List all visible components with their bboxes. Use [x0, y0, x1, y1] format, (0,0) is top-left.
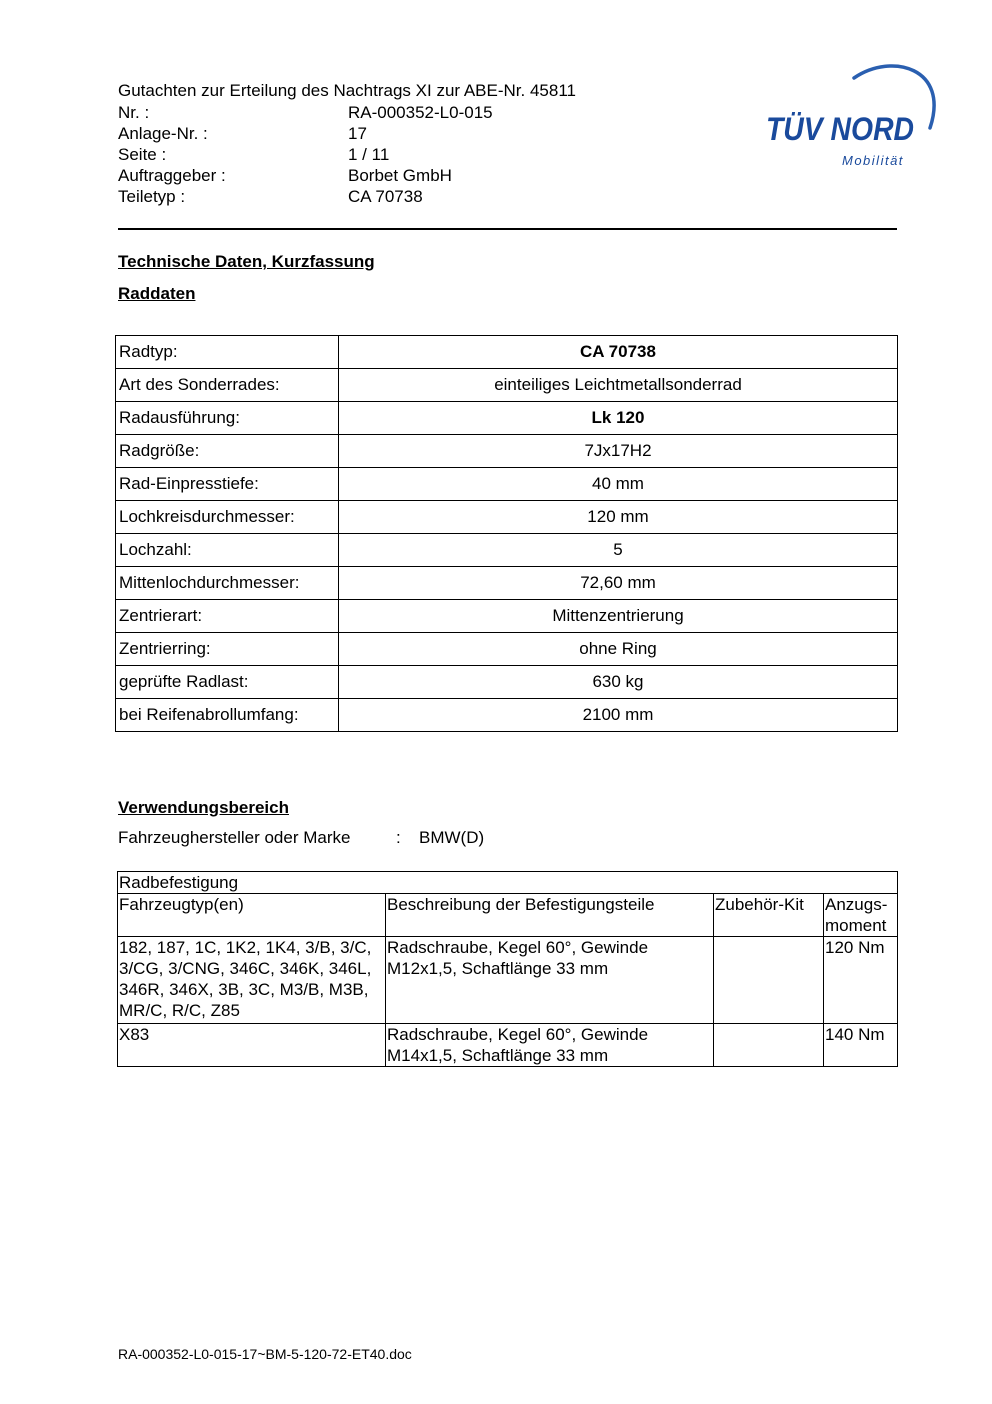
row-value: 72,60 mm	[339, 567, 898, 600]
row-label: Radtyp:	[116, 336, 339, 369]
column-header: Fahrzeugtyp(en)	[118, 894, 386, 937]
manufacturer-colon: :	[396, 828, 401, 847]
table-row	[116, 369, 898, 402]
table-row	[116, 633, 898, 666]
row-value: 120 mm	[339, 501, 898, 534]
meta-value: CA 70738	[348, 187, 423, 206]
logo-brand-text: TÜV NORD	[766, 111, 914, 147]
vehicle-types-cell: 182, 187, 1C, 1K2, 1K4, 3/B, 3/C, 3/CG, 3/CNG, 346C, 346K, 346L, 346R, 346X, 3B, 3C, M3/B, M3B, MR/C, R/C, Z85	[118, 937, 386, 1024]
row-value: 5	[339, 534, 898, 567]
row-label: Lochkreisdurchmesser:	[116, 501, 339, 534]
table-row	[116, 402, 898, 435]
row-value: CA 70738	[339, 336, 898, 369]
tuv-nord-logo	[762, 58, 942, 170]
table-row	[116, 600, 898, 633]
manufacturer-row	[118, 828, 485, 848]
meta-value: Borbet GmbH	[348, 166, 452, 185]
torque-cell: 140 Nm	[824, 1024, 898, 1067]
mounting-table	[117, 871, 898, 1067]
usage-heading: Verwendungsbereich	[118, 798, 289, 817]
tuv-nord-logo-graphic	[762, 58, 942, 170]
table-row	[118, 1024, 898, 1067]
section-title: Technische Daten, Kurzfassung	[118, 252, 375, 271]
row-label: Radausführung:	[116, 402, 339, 435]
row-value: 7Jx17H2	[339, 435, 898, 468]
row-label: bei Reifenabrollumfang:	[116, 699, 339, 732]
table-row	[116, 435, 898, 468]
meta-label: Seite :	[118, 145, 167, 164]
meta-label: Auftraggeber :	[118, 166, 226, 185]
column-header: Beschreibung der Befestigungsteile	[386, 894, 714, 937]
table-row	[116, 699, 898, 732]
table-caption: Radbefestigung	[118, 872, 898, 894]
row-label: geprüfte Radlast:	[116, 666, 339, 699]
row-label: Radgröße:	[116, 435, 339, 468]
table-row	[116, 336, 898, 369]
table-row	[116, 501, 898, 534]
row-value: 2100 mm	[339, 699, 898, 732]
row-value: Mittenzentrierung	[339, 600, 898, 633]
row-value: einteiliges Leichtmetallsonderrad	[339, 369, 898, 402]
row-value: 40 mm	[339, 468, 898, 501]
table-row	[116, 468, 898, 501]
accessory-kit-cell	[714, 1024, 824, 1067]
header-divider	[118, 228, 897, 230]
row-label: Lochzahl:	[116, 534, 339, 567]
meta-label: Nr. :	[118, 103, 150, 122]
row-value: ohne Ring	[339, 633, 898, 666]
row-value: 630 kg	[339, 666, 898, 699]
row-label: Art des Sonderrades:	[116, 369, 339, 402]
meta-value: 17	[348, 124, 367, 143]
row-value: Lk 120	[339, 402, 898, 435]
meta-label: Anlage-Nr. :	[118, 124, 208, 143]
fastener-description-cell: Radschraube, Kegel 60°, Gewinde M12x1,5, Schaftlänge 33 mm	[386, 937, 714, 1024]
meta-value: 1 / 11	[348, 145, 390, 164]
torque-cell: 120 Nm	[824, 937, 898, 1024]
table-row	[118, 937, 898, 1024]
meta-label: Teiletyp :	[118, 187, 186, 206]
table-caption-row	[118, 872, 898, 894]
manufacturer-value: BMW(D)	[419, 828, 485, 847]
table-row	[116, 666, 898, 699]
wheel-data-table	[115, 335, 898, 732]
row-label: Rad-Einpresstiefe:	[116, 468, 339, 501]
accessory-kit-cell	[714, 937, 824, 1024]
footer-filename: RA-000352-L0-015-17~BM-5-120-72-ET40.doc	[118, 1346, 412, 1362]
table-row	[116, 567, 898, 600]
raddaten-heading: Raddaten	[118, 284, 196, 303]
column-header: Anzugs- moment	[824, 894, 898, 937]
vehicle-types-cell: X83	[118, 1024, 386, 1067]
table-header-row	[118, 894, 898, 937]
fastener-description-cell: Radschraube, Kegel 60°, Gewinde M14x1,5, Schaftlänge 33 mm	[386, 1024, 714, 1067]
meta-value: RA-000352-L0-015	[348, 103, 493, 122]
row-label: Zentrierring:	[116, 633, 339, 666]
row-label: Zentrierart:	[116, 600, 339, 633]
logo-subtitle: Mobilität	[842, 153, 904, 168]
document-title: Gutachten zur Erteilung des Nachtrags XI zur ABE-Nr. 45811	[118, 81, 576, 100]
row-label: Mittenlochdurchmesser:	[116, 567, 339, 600]
manufacturer-label: Fahrzeughersteller oder Marke	[118, 828, 351, 847]
column-header: Zubehör-Kit	[714, 894, 824, 937]
table-row	[116, 534, 898, 567]
